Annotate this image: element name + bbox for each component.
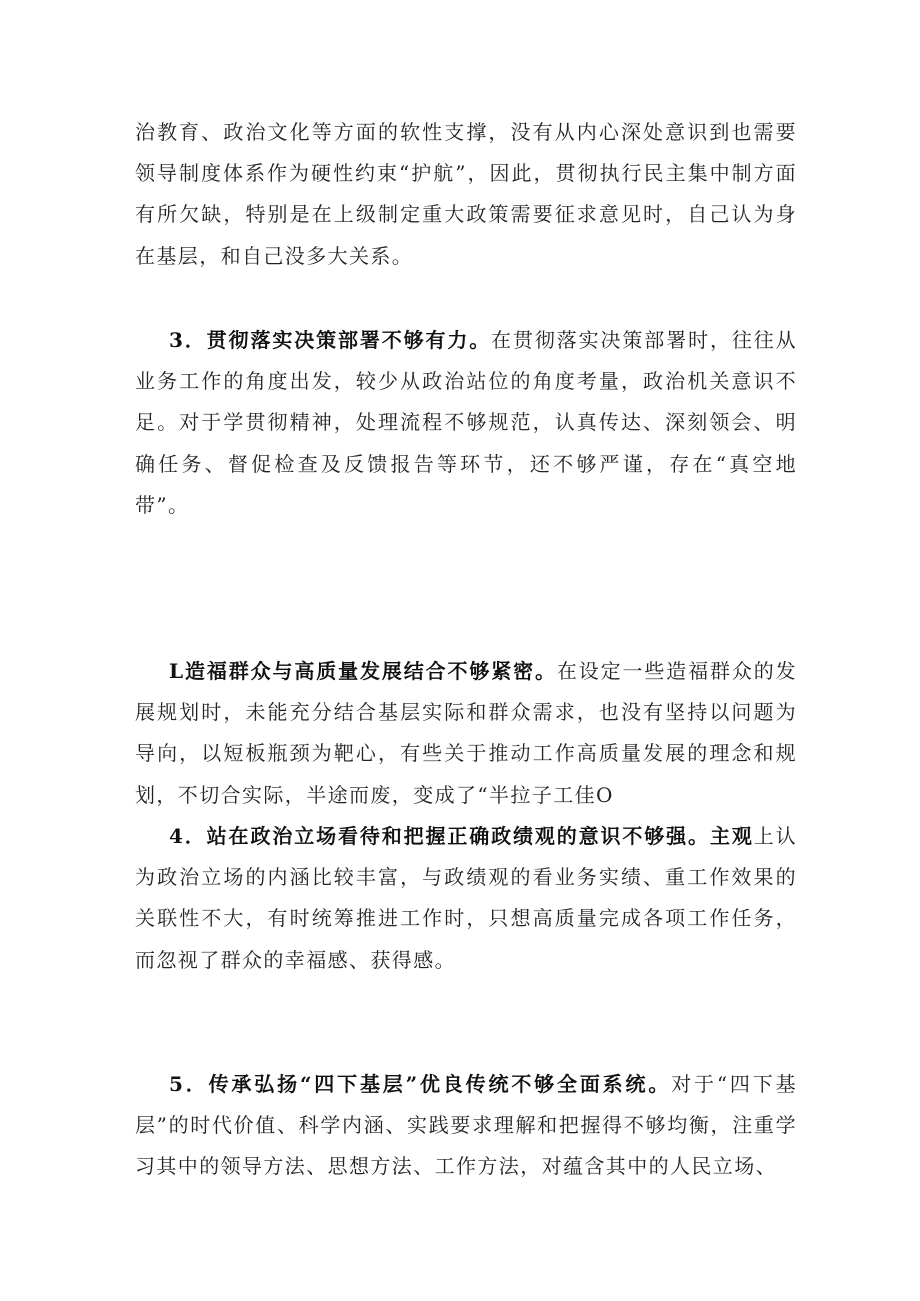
paragraph-heading: 3．贯彻落实决策部署不够有力。 xyxy=(169,328,492,352)
paragraph-item-3 xyxy=(135,320,797,526)
paragraph-heading: L造福群众与高质量发展结合不够紧密。 xyxy=(169,659,557,683)
paragraph-text: 在设定一些造福群众的发展规划时，未能充分结合基层实际和群众需求，也没有坚持以问题为导向，以短板瓶颈为靶心，有些关于推动工作高质量发展的理念和规划，不切合实际，半途而废，变成了“半拉子工佳O xyxy=(135,659,798,807)
paragraph-item-1 xyxy=(135,651,797,816)
paragraph-continuation xyxy=(135,112,797,277)
paragraph-item-4 xyxy=(135,816,797,981)
paragraph-text: 治教育、政治文化等方面的软性支撑，没有从内心深处意识到也需要领导制度体系作为硬性约束“护航”，因此，贯彻执行民主集中制方面有所欠缺，特别是在上级制定重大政策需要征求意见时，自己认为身在基层，和自己没多大关系。 xyxy=(135,120,797,268)
paragraph-text: 对于“四下基层”的时代价值、科学内涵、实践要求理解和把握得不够均衡，注重学习其中的领导方法、思想方法、工作方法，对蕴含其中的人民立场、 xyxy=(135,1072,797,1179)
paragraph-text: 在贯彻落实决策部署时，往往从业务工作的角度出发，较少从政治站位的角度考量，政治机关意识不足。对于学贯彻精神，处理流程不够规范，认真传达、深刻领会、明确任务、督促检查及反馈报告等环节，还不够严谨，存在“真空地带”。 xyxy=(135,328,797,517)
paragraph-text: 上认为政治立场的内涵比较丰富，与政绩观的看业务实绩、重工作效果的关联性不大，有时统筹推进工作时，只想高质量完成各项工作任务，而忽视了群众的幸福感、获得感。 xyxy=(135,824,797,972)
paragraph-item-5 xyxy=(135,1064,797,1188)
paragraph-heading: 5．传承弘扬“四下基层”优良传统不够全面系统。 xyxy=(169,1072,672,1096)
paragraph-heading: 4．站在政治立场看待和把握正确政绩观的意识不够强。主观 xyxy=(169,824,754,848)
